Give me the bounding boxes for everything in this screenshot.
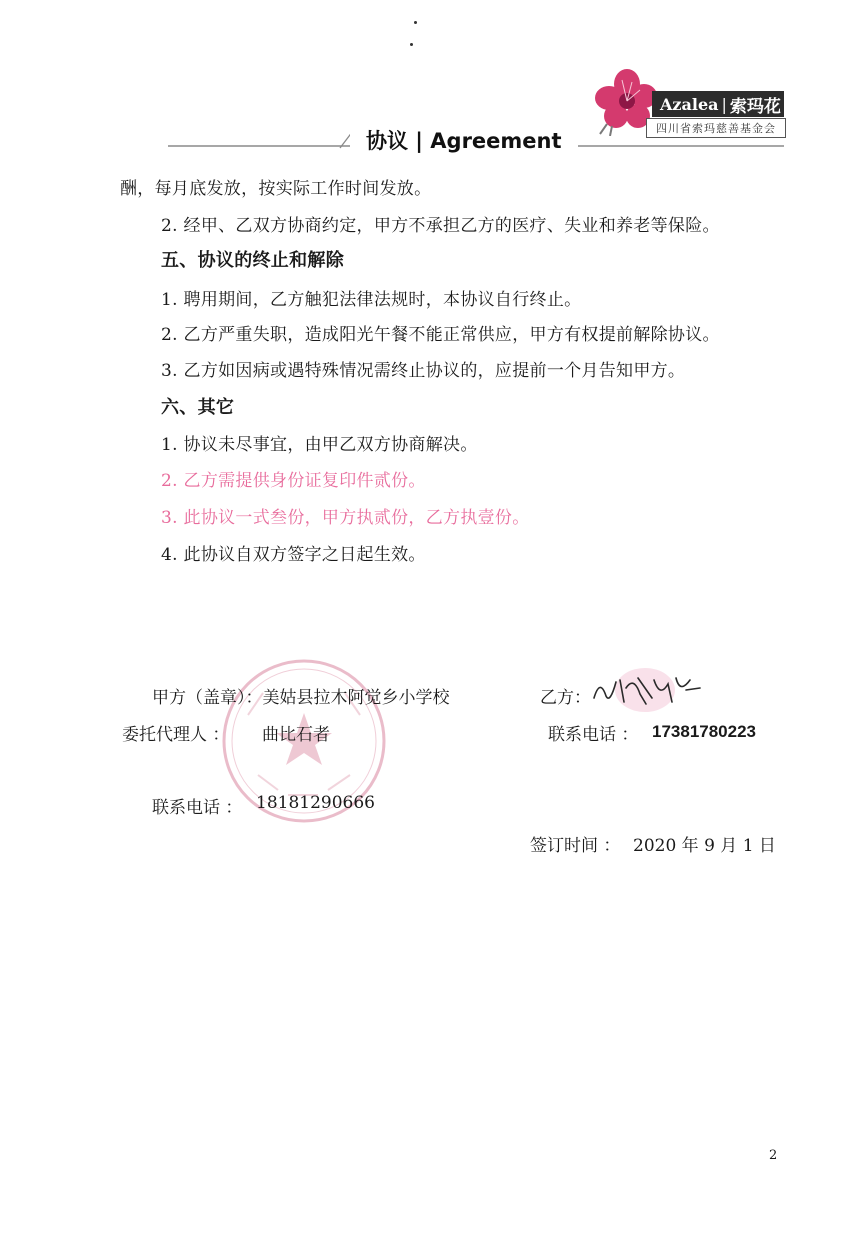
- section-heading-termination: 五、协议的终止和解除: [161, 250, 344, 271]
- brand-name-cn: 索玛花: [729, 96, 781, 117]
- brand-name-en: Azalea: [660, 94, 719, 114]
- clause-5-3: 3. 乙方如因病或遇特殊情况需终止协议的，应提前一个月告知甲方。: [161, 361, 686, 381]
- party-b-label: 乙方：: [540, 688, 591, 708]
- foundation-name: 四川省索玛慈善基金会: [646, 118, 786, 138]
- party-a-phone: 18181290666: [256, 793, 375, 813]
- sign-date-value: 2020 年 9 月 1 日: [633, 836, 776, 856]
- clause-6-2: 2. 乙方需提供身份证复印件贰份。: [161, 471, 426, 491]
- party-a-phone-label: 联系电话 ：: [152, 798, 243, 818]
- paragraph-continuation: 酬，每月底发放，按实际工作时间发放。: [120, 179, 432, 199]
- sign-date-label: 签订时间 ：: [530, 836, 621, 856]
- clause-5-2: 2. 乙方严重失职，造成阳光午餐不能正常供应，甲方有权提前解除协议。: [161, 325, 720, 345]
- page-number: 2: [769, 1148, 778, 1163]
- party-b-phone: 17381780223: [652, 722, 757, 741]
- agent-label: 委托代理人 ：: [122, 725, 230, 745]
- clause-4-2: 2. 经甲、乙双方协商约定，甲方不承担乙方的医疗、失业和养老等保险。: [161, 216, 720, 236]
- agent-name: 曲比石者: [262, 725, 330, 745]
- document-header-title: 协议 | Agreement: [350, 126, 578, 154]
- party-b-signature: [590, 668, 710, 718]
- section-heading-others: 六、其它: [161, 397, 235, 418]
- party-a-label: 甲方（盖章）：美姑县拉木阿觉乡小学校: [152, 688, 450, 708]
- brand-logo-box: Azalea | 索玛花: [652, 91, 784, 117]
- clause-5-1: 1. 聘用期间，乙方触犯法律法规时，本协议自行终止。: [161, 290, 582, 310]
- clause-6-4: 4. 此协议自双方签字之日起生效。: [161, 545, 426, 565]
- clause-6-1: 1. 协议未尽事宜，由甲乙双方协商解决。: [161, 435, 478, 455]
- clause-6-3: 3. 此协议一式叁份，甲方执贰份，乙方执壹份。: [161, 508, 530, 528]
- party-b-phone-label: 联系电话 ：: [548, 725, 639, 745]
